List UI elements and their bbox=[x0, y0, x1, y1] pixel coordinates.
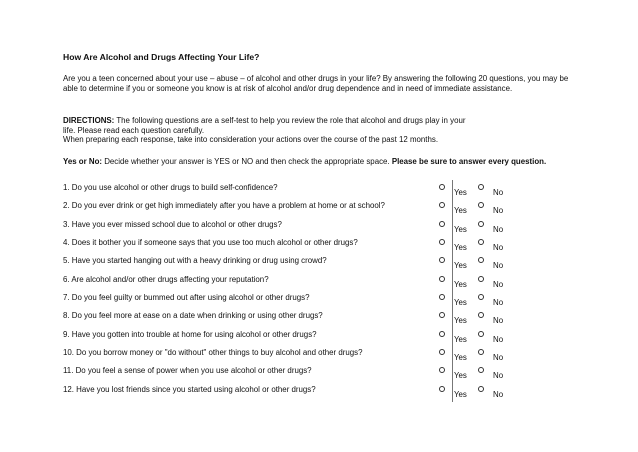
directions-line-3: When preparing each response, take into consideration your actions over the course of the past 12 months. bbox=[63, 135, 439, 145]
no-radio[interactable] bbox=[478, 349, 484, 355]
yes-label: Yes bbox=[454, 353, 467, 363]
yes-radio[interactable] bbox=[439, 386, 445, 392]
yes-radio[interactable] bbox=[439, 331, 445, 337]
question-text: 3. Have you ever missed school due to alcohol or other drugs? bbox=[63, 219, 282, 229]
yes-radio[interactable] bbox=[439, 221, 445, 227]
no-label: No bbox=[493, 298, 504, 308]
question-text: 9. Have you gotten into trouble at home for using alcohol or other drugs? bbox=[63, 329, 317, 339]
question-row bbox=[63, 366, 523, 384]
no-label: No bbox=[493, 389, 504, 399]
no-label: No bbox=[493, 224, 504, 234]
no-radio[interactable] bbox=[478, 386, 484, 392]
question-row bbox=[63, 275, 523, 293]
no-radio[interactable] bbox=[478, 202, 484, 208]
yes-radio[interactable] bbox=[439, 294, 445, 300]
no-label: No bbox=[493, 243, 504, 253]
yes-label: Yes bbox=[454, 206, 467, 216]
question-text: 4. Does it bother you if someone says that you use too much alcohol or other drugs? bbox=[63, 238, 358, 248]
yes-label: Yes bbox=[454, 261, 467, 271]
yes-label: Yes bbox=[454, 316, 467, 326]
no-label: No bbox=[493, 279, 504, 289]
question-text: 10. Do you borrow money or "do without" other things to buy alcohol and other drugs? bbox=[63, 348, 363, 358]
question-row bbox=[63, 238, 523, 256]
question-row bbox=[63, 311, 523, 329]
no-radio[interactable] bbox=[478, 331, 484, 337]
no-label: No bbox=[493, 206, 504, 216]
no-radio[interactable] bbox=[478, 312, 484, 318]
question-text: 12. Have you lost friends since you started using alcohol or other drugs? bbox=[63, 384, 316, 394]
question-text: 2. Do you ever drink or get high immediately after you have a problem at home or at school? bbox=[63, 201, 385, 211]
yes-no-instructions bbox=[63, 157, 581, 167]
yes-label: Yes bbox=[454, 389, 467, 399]
yes-label: Yes bbox=[454, 298, 467, 308]
no-label: No bbox=[493, 261, 504, 271]
yes-radio[interactable] bbox=[439, 367, 445, 373]
yes-label: Yes bbox=[454, 334, 467, 344]
no-radio[interactable] bbox=[478, 276, 484, 282]
question-text: 5. Have you started hanging out with a heavy drinking or drug using crowd? bbox=[63, 256, 327, 266]
question-row bbox=[63, 201, 523, 219]
yes-label: Yes bbox=[454, 224, 467, 234]
yes-no-emphasis: Please be sure to answer every question. bbox=[391, 157, 547, 166]
yes-radio[interactable] bbox=[439, 349, 445, 355]
yes-label: Yes bbox=[454, 243, 467, 253]
no-label: No bbox=[493, 353, 504, 363]
directions-text-1: The following questions are a self-test to help you review the role that alcohol and drugs play in your bbox=[114, 116, 466, 125]
question-row bbox=[63, 183, 523, 201]
question-row bbox=[63, 330, 523, 348]
yes-radio[interactable] bbox=[439, 276, 445, 282]
question-list bbox=[63, 183, 523, 403]
no-radio[interactable] bbox=[478, 221, 484, 227]
no-label: No bbox=[493, 316, 504, 326]
question-row bbox=[63, 348, 523, 366]
question-row bbox=[63, 256, 523, 274]
yes-no-text: Decide whether your answer is YES or NO and then check the appropriate space. bbox=[102, 157, 392, 166]
question-text: 1. Do you use alcohol or other drugs to build self-confidence? bbox=[63, 183, 278, 192]
yes-label: Yes bbox=[454, 279, 467, 289]
no-label: No bbox=[493, 371, 504, 381]
yes-radio[interactable] bbox=[439, 312, 445, 318]
no-radio[interactable] bbox=[478, 257, 484, 263]
no-radio[interactable] bbox=[478, 184, 484, 190]
page-title: How Are Alcohol and Drugs Affecting Your Life? bbox=[63, 52, 260, 62]
yes-no-label: Yes or No: bbox=[63, 157, 103, 166]
yes-radio[interactable] bbox=[439, 202, 445, 208]
question-row bbox=[63, 220, 523, 238]
question-text: 11. Do you feel a sense of power when you use alcohol or other drugs? bbox=[63, 366, 312, 376]
question-text: 7. Do you feel guilty or bummed out after using alcohol or other drugs? bbox=[63, 293, 310, 303]
question-row bbox=[63, 385, 523, 403]
directions-line-1 bbox=[63, 116, 581, 126]
no-label: No bbox=[493, 334, 504, 344]
yes-radio[interactable] bbox=[439, 239, 445, 245]
directions-paragraph bbox=[63, 116, 581, 145]
no-radio[interactable] bbox=[478, 239, 484, 245]
question-text: 8. Do you feel more at ease on a date when drinking or using other drugs? bbox=[63, 311, 323, 321]
question-row bbox=[63, 293, 523, 311]
yes-radio[interactable] bbox=[439, 257, 445, 263]
yes-label: Yes bbox=[454, 371, 467, 381]
directions-line-2: life. Please read each question carefully. bbox=[63, 125, 205, 135]
question-text: 6. Are alcohol and/or other drugs affecting your reputation? bbox=[63, 274, 269, 284]
intro-paragraph: Are you a teen concerned about your use – abuse – of alcohol and other drugs in your life? By answering the following 20 questions, you may be able to determine if you or someone you know is at risk of alcohol and/or drug dependence and in need of immediate assistance. bbox=[63, 74, 569, 93]
yes-radio[interactable] bbox=[439, 184, 445, 190]
no-radio[interactable] bbox=[478, 294, 484, 300]
directions-label: DIRECTIONS: bbox=[63, 116, 115, 125]
yes-label: Yes bbox=[454, 188, 467, 197]
no-label: No bbox=[493, 188, 504, 197]
no-radio[interactable] bbox=[478, 367, 484, 373]
